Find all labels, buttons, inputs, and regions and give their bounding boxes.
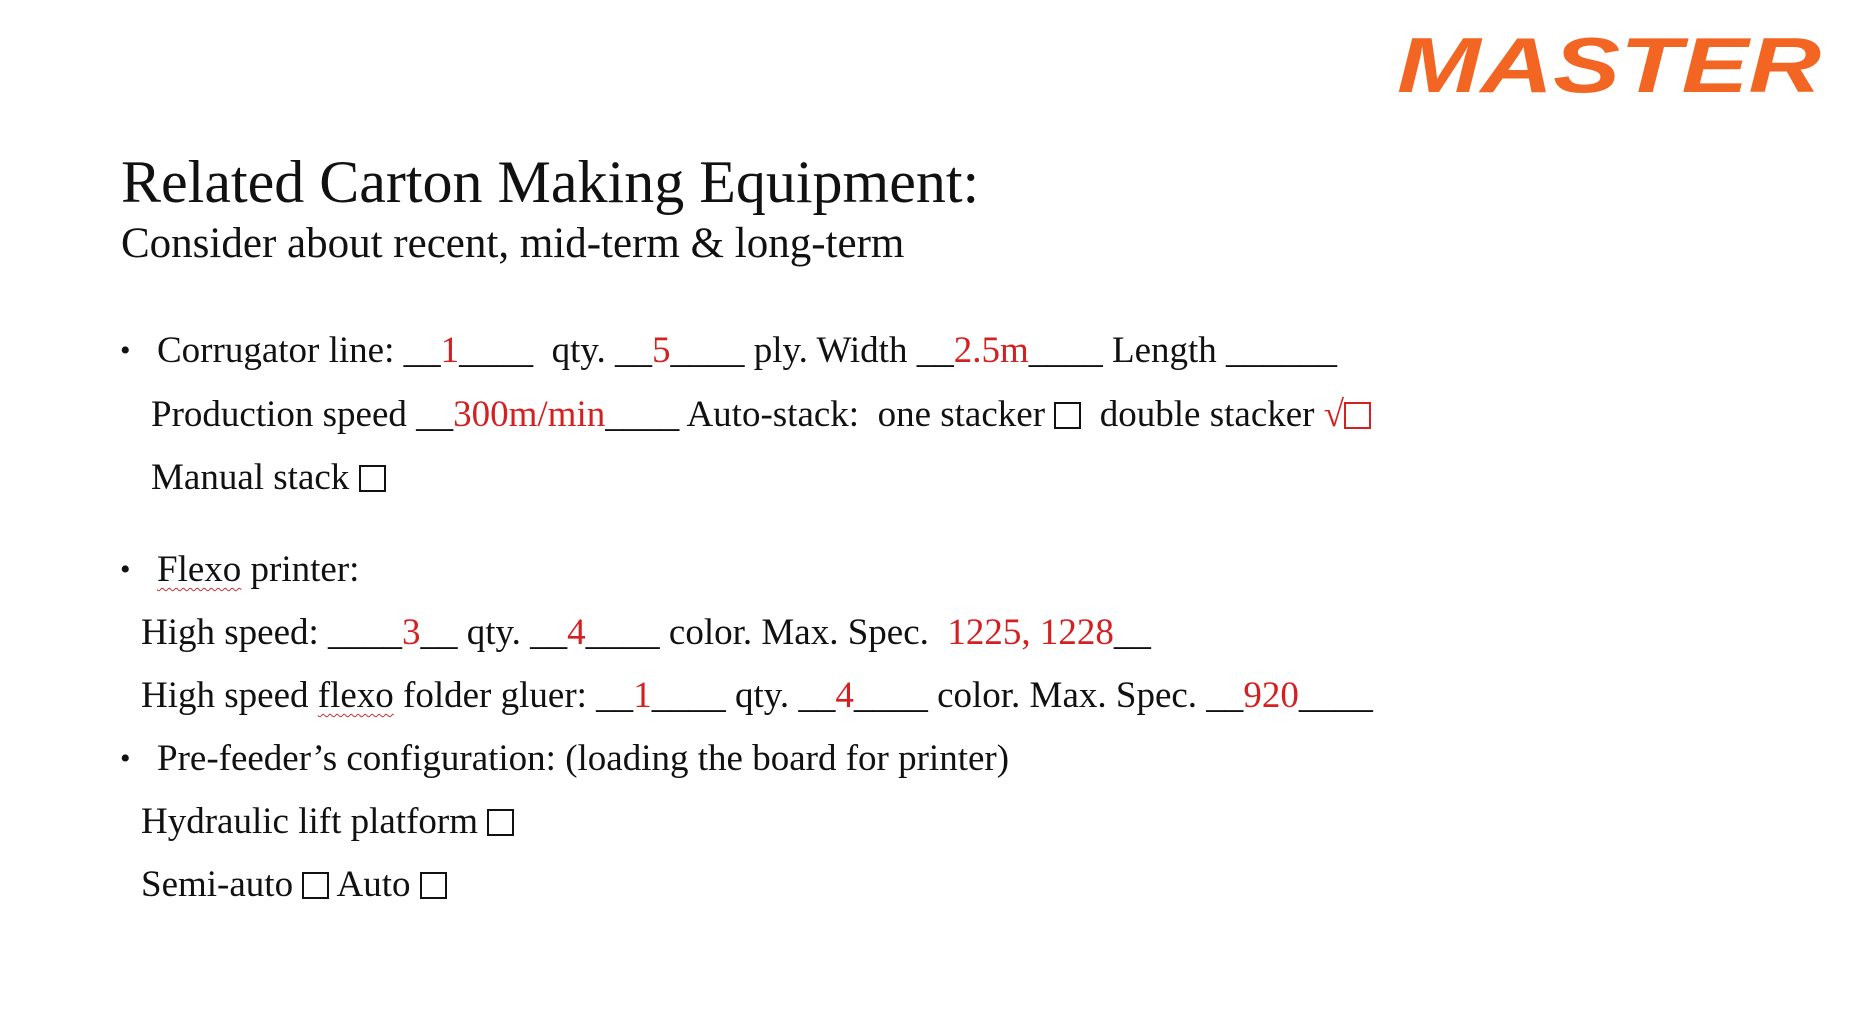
ply-blank: __ — [615, 330, 652, 371]
folder-gluer-color-value: 4 — [835, 675, 854, 716]
hydraulic-lift-checkbox[interactable] — [487, 809, 514, 836]
double-stacker-check-mark: √ — [1323, 394, 1345, 435]
fg-end-blank: ____ — [1298, 675, 1373, 716]
folder-gluer-row — [141, 674, 1373, 718]
hydraulic-row — [141, 800, 514, 844]
flexo-word: Flexo — [157, 549, 242, 590]
manual-stack-checkbox[interactable] — [359, 465, 386, 492]
bullet-prefeeder: • — [120, 742, 131, 775]
flexo-heading — [157, 548, 359, 592]
one-stacker-checkbox[interactable] — [1054, 402, 1081, 429]
fg-flexo-word: flexo — [317, 675, 394, 716]
fg-qty-label: ____ qty. __ — [651, 675, 836, 716]
auto-stack-label: ____ Auto-stack: one stacker — [605, 394, 1055, 435]
high-speed-color-value: 4 — [567, 612, 586, 653]
production-speed-row — [151, 393, 1371, 437]
page-subtitle: Consider about recent, mid-term & long-term — [121, 220, 905, 267]
page-title: Related Carton Making Equipment: — [121, 149, 980, 215]
manual-stack-label: Manual stack — [151, 457, 359, 498]
double-stacker-label: double stacker — [1099, 394, 1324, 435]
hs-end-blank: __ — [1113, 612, 1151, 653]
high-speed-spec-value: 1225, 1228 — [947, 612, 1114, 653]
corrugator-line-row — [157, 329, 1337, 373]
manual-stack-row — [151, 456, 386, 500]
high-speed-qty-value: 3 — [402, 612, 421, 653]
fg-label-b: folder gluer: __ — [393, 675, 634, 716]
hs-qty-label: __ qty. __ — [420, 612, 568, 653]
hydraulic-label: Hydraulic lift platform — [141, 801, 488, 842]
bullet-corrugator: • — [120, 334, 131, 367]
hs-color-label: ____ color. Max. Spec. — [585, 612, 948, 653]
logo-text: MASTER — [1397, 26, 1821, 100]
fg-label-a: High speed — [141, 675, 318, 716]
auto-label: Auto — [329, 864, 420, 905]
production-speed-value: 300m/min — [453, 394, 606, 435]
length-label: ____ Length ______ — [1028, 330, 1338, 371]
corrugator-width-value: 2.5m — [953, 330, 1029, 371]
master-logo — [1395, 26, 1825, 100]
corrugator-label: Corrugator line: — [157, 330, 404, 371]
semi-auto-row — [141, 863, 447, 907]
hs-blank: ____ — [328, 612, 403, 653]
speed-blank: __ — [416, 394, 454, 435]
ply-width-label: ____ ply. Width — [670, 330, 917, 371]
fg-color-label: ____ color. Max. Spec. __ — [853, 675, 1244, 716]
speed-label: Production speed — [151, 394, 417, 435]
folder-gluer-spec-value: 920 — [1243, 675, 1299, 716]
flexo-heading-rest: printer: — [241, 549, 360, 590]
auto-checkbox[interactable] — [420, 872, 447, 899]
semi-auto-checkbox[interactable] — [302, 872, 329, 899]
qty-blank: __ — [403, 330, 441, 371]
width-blank: __ — [916, 330, 954, 371]
double-stacker-checkbox[interactable] — [1344, 402, 1371, 429]
high-speed-label: High speed: — [141, 612, 329, 653]
corrugator-qty-value: 1 — [440, 330, 460, 371]
bullet-flexo: • — [120, 553, 131, 586]
corrugator-ply-value: 5 — [652, 330, 671, 371]
qty-label: ____ qty. — [459, 330, 615, 371]
folder-gluer-qty-value: 1 — [633, 675, 652, 716]
prefeeder-heading: Pre-feeder’s configuration: (loading the board for printer) — [157, 738, 1010, 779]
high-speed-row — [141, 611, 1151, 655]
semi-auto-label: Semi-auto — [141, 864, 303, 905]
